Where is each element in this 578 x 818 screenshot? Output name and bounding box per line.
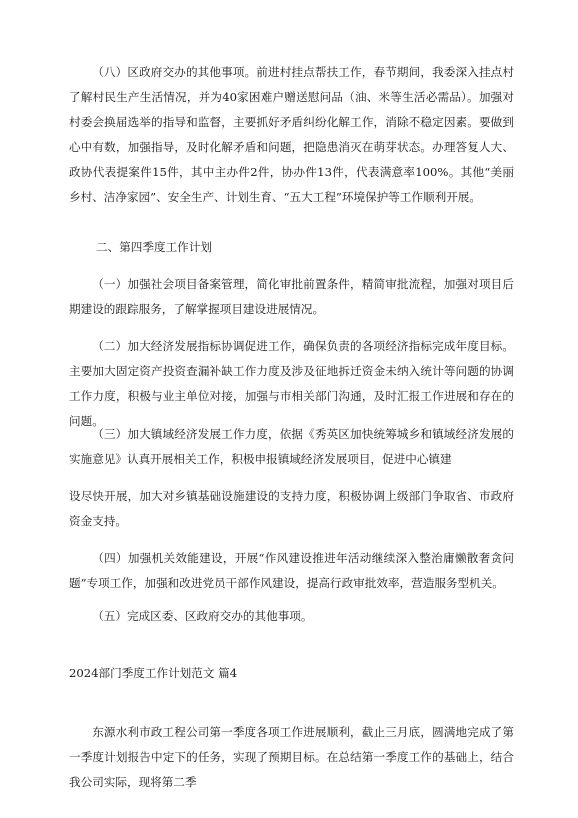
section-heading-q4-plan: 二、第四季度工作计划	[96, 240, 212, 254]
paragraph-item-5: （五）完成区委、区政府交办的其他事项。	[92, 609, 313, 623]
paragraph-item-3: （三）加大镇域经济发展工作力度，依据《秀英区加快统筹城乡和镇域经济发展的实施意见》认真开展相关工作，积极申报镇域经济发展项目，促进中心镇建	[69, 427, 514, 466]
paragraph-item-3-continued: 设尽快开展，加大对乡镇基础设施建设的支持力度，积极协调上级部门争取省、市政府资金支持。	[69, 489, 514, 528]
paragraph-item-4: （四）加强机关效能建设，开展“作风建设推进年活动继续深入整治庸懒散奢贪问题”专项工作，加强和改进党员干部作风建设，提高行政审批效率，营造服务型机关。	[69, 551, 514, 590]
paragraph-item-1: （一）加强社会项目备案管理，简化审批前置条件，精简审批流程，加强对项目后期建设的跟踪服务，了解掌握项目建设进展情况。	[69, 277, 514, 316]
article-title: 2024部门季度工作计划范文 篇4	[69, 666, 238, 680]
paragraph-intro: 东源水利市政工程公司第一季度各项工作进展顺利，截止三月底，圆满地完成了第一季度计划报告中定下的任务，实现了预期目标。在总结第一季度工作的基础上，结合我公司实际，现将第二季	[69, 725, 514, 789]
paragraph-item-2: （二）加大经济发展指标协调促进工作，确保负责的各项经济指标完成年度目标。主要加大固定资产投资查漏补缺工作力度及涉及征地拆迁资金未纳入统计等问题的协调工作力度，积极与业主单位对接，加强与市相关部门沟通，及时汇报工作进展和存在的问题。	[69, 339, 514, 428]
paragraph-item-8: （八）区政府交办的其他事项。前进村挂点帮扶工作，春节期间，我委深入挂点村了解村民生产生活情况，并为40家困难户赠送慰问品（油、米等生活必需品）。加强对村委会换届选举的指导和监督，主要抓好矛盾纠纷化解工作，消除不稳定因素。要做到心中有数，加强指导，及时化解矛盾和问题，把隐患消灭在萌芽状态。办理答复人大、政协代表提案件15件，其中主办件2件，协办件13件，代表满意率100%。其他“美丽乡村、洁净家园”、安全生产、计划生育、“五大工程”环境保护等工作顺利开展。	[69, 65, 514, 204]
